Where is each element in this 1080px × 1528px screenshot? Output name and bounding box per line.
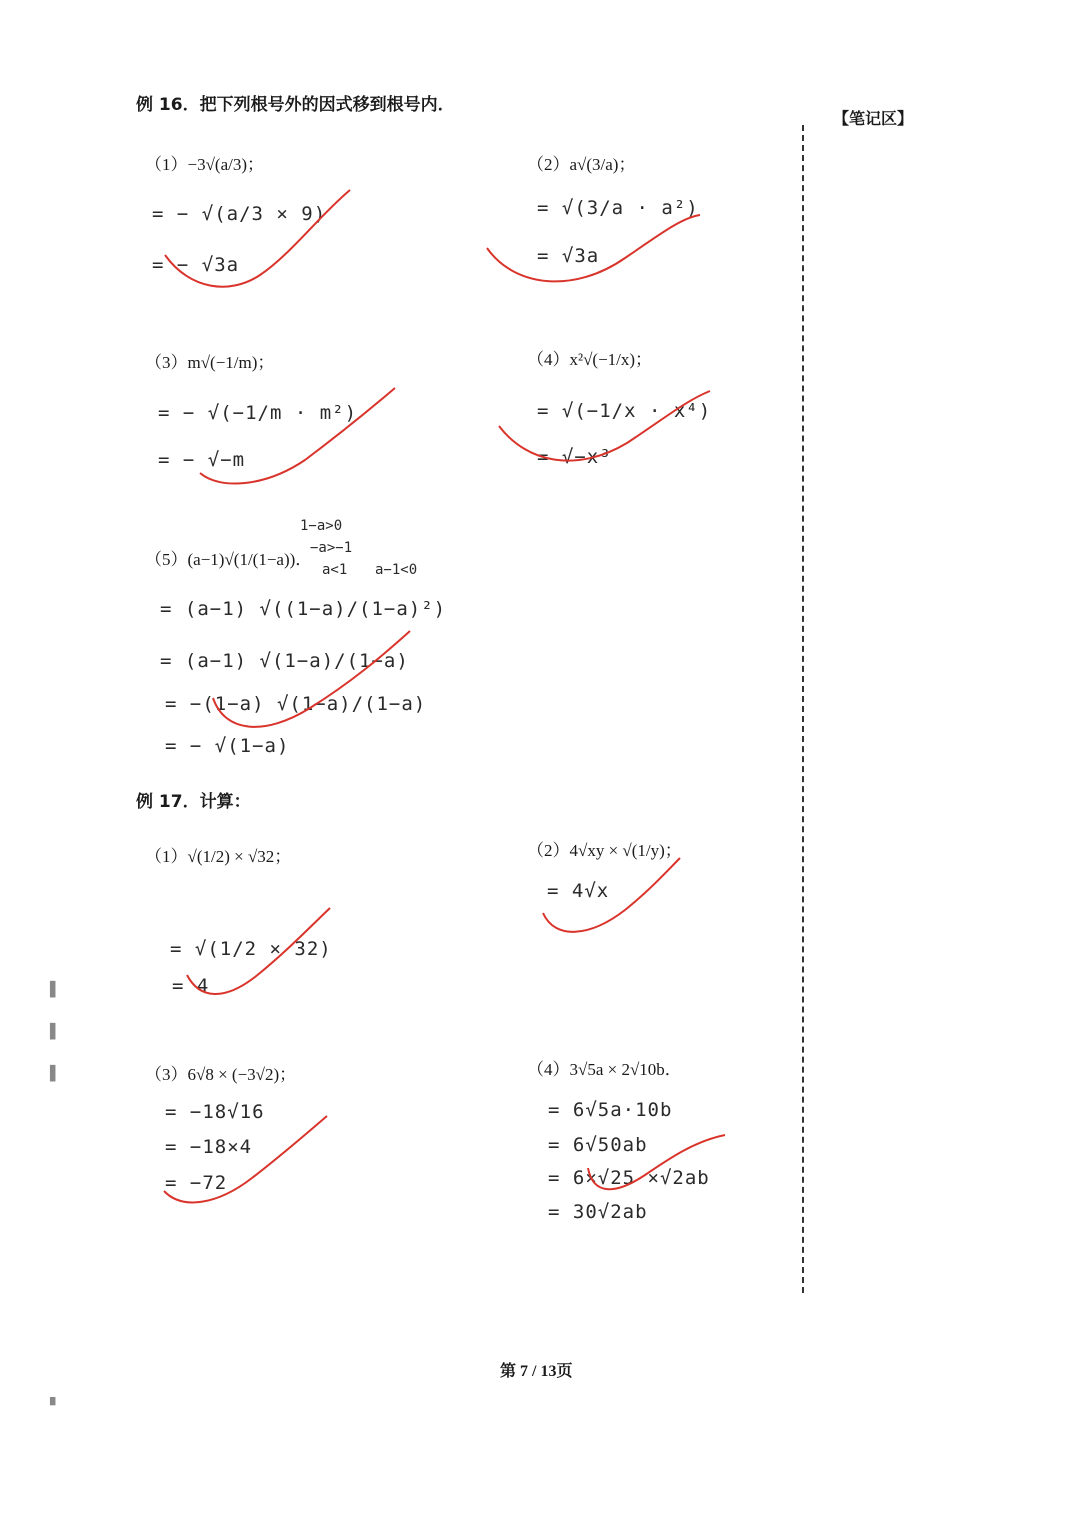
work-17-1-step1: = √(1/2 × 32)	[170, 938, 332, 960]
work-17-2-step1: = 4√x	[547, 880, 610, 902]
side-note-2: −a>−1	[310, 540, 353, 556]
problem-16-3: （3）m√(−1/m)；	[145, 353, 275, 372]
work-16-1-step2: = − √3a	[152, 254, 240, 276]
problem-17-4: （4）3√5a × 2√10b．	[527, 1060, 682, 1079]
check-mark-icon	[195, 385, 405, 490]
page-number: 第 7 / 13页	[500, 1363, 573, 1380]
note-area-label: 【笔记区】	[833, 109, 914, 128]
work-17-4-step3: = 6×√25 ×√2ab	[548, 1167, 710, 1189]
side-note-1: 1−a>0	[300, 518, 343, 534]
work-17-4-step2: = 6√50ab	[548, 1134, 648, 1156]
check-mark-icon	[185, 905, 335, 1000]
work-16-3-step1: = − √(−1/m · m²)	[158, 402, 358, 424]
work-17-1-step2: = 4	[172, 975, 210, 997]
check-mark-icon	[210, 628, 420, 738]
check-mark-icon	[585, 1133, 730, 1198]
check-mark-icon	[162, 1113, 332, 1213]
check-mark-icon	[540, 855, 685, 940]
side-note-3: a<1	[322, 562, 348, 578]
dashed-divider	[802, 125, 804, 1293]
problem-16-1: （1）−3√(a/3)；	[145, 155, 265, 174]
work-16-5-step4: = − √(1−a)	[165, 735, 290, 757]
work-16-5-step2: = (a−1) √(1−a)/(1−a)	[160, 650, 409, 672]
problem-17-3: （3）6√8 × (−3√2)；	[145, 1065, 297, 1084]
work-17-4-step4: = 30√2ab	[548, 1201, 648, 1223]
problem-17-1: （1）√(1/2) × √32；	[145, 847, 292, 866]
work-16-1-step1: = − √(a/3 × 9)	[152, 203, 327, 225]
example-16-title: 例 16．把下列根号外的因式移到根号内．	[136, 95, 455, 115]
work-16-4-step2: = √−x³	[537, 446, 612, 468]
check-mark-icon	[485, 208, 705, 288]
work-16-2-step1: = √(3/a · a²)	[537, 197, 699, 219]
binding-mark: ▌	[50, 1024, 61, 1040]
problem-17-2: （2）4√xy × √(1/y)；	[527, 841, 682, 860]
work-16-3-step2: = − √−m	[158, 449, 246, 471]
side-note-4: a−1<0	[375, 562, 418, 578]
problem-16-5: （5）(a−1)√(1/(1−a))．	[145, 550, 313, 569]
binding-mark: ▌	[50, 1066, 61, 1082]
check-mark-icon	[497, 388, 717, 473]
work-17-4-step1: = 6√5a·10b	[548, 1099, 673, 1121]
work-17-3-step2: = −18×4	[165, 1136, 253, 1158]
work-16-5-step1: = (a−1) √((1−a)/(1−a)²)	[160, 598, 447, 620]
work-17-3-step1: = −18√16	[165, 1101, 265, 1123]
work-16-5-step3: = −(1−a) √(1−a)/(1−a)	[165, 693, 427, 715]
example-17-title: 例 17．计算：	[136, 792, 251, 812]
problem-16-4: （4）x²√(−1/x)；	[527, 350, 653, 369]
work-16-2-step2: = √3a	[537, 245, 600, 267]
work-17-3-step3: = −72	[165, 1172, 228, 1194]
binding-mark: ▌	[50, 982, 61, 998]
check-mark-icon	[160, 185, 360, 295]
binding-mark: ▘	[50, 1398, 61, 1414]
work-16-4-step1: = √(−1/x · x⁴)	[537, 400, 712, 422]
problem-16-2: （2）a√(3/a)；	[527, 155, 636, 174]
